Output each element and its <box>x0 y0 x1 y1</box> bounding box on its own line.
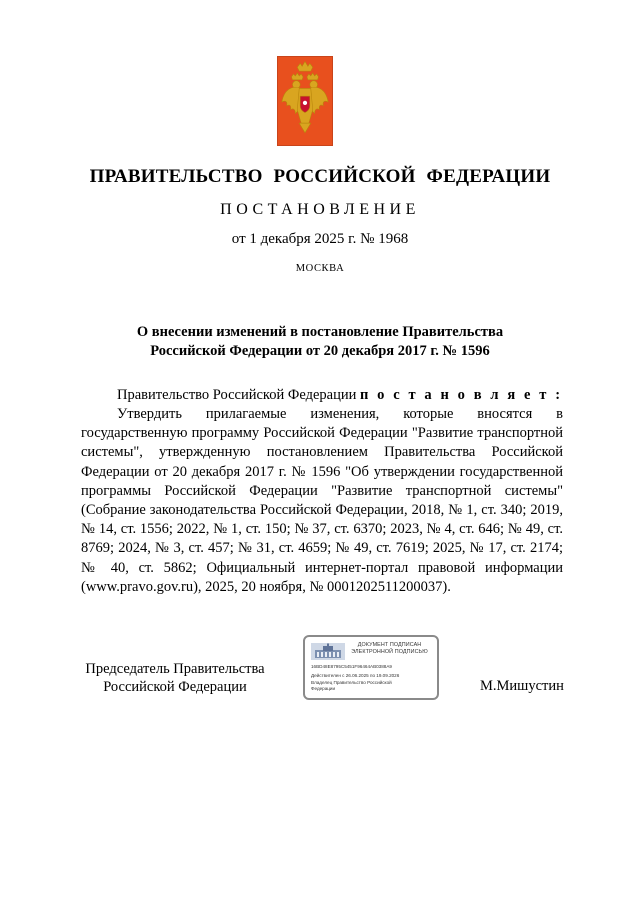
government-title: ПРАВИТЕЛЬСТВО РОССИЙСКОЙ ФЕДЕРАЦИИ <box>89 166 551 187</box>
stamp-certificate-serial: 16BD48E8795C5451F96464AB0388A9 <box>311 664 392 669</box>
document-type: ПОСТАНОВЛЕНИЕ <box>220 201 420 218</box>
stamp-validity: Действителен с 26.06.2025 по 19.09.2026 <box>311 673 400 678</box>
coat-of-arms-icon <box>277 56 333 146</box>
subject-line-2: Российской Федерации от 20 декабря 2017 г. № 1596 <box>150 343 490 359</box>
signer-name: М.Мишустин <box>480 678 564 694</box>
decree-date-number: от 1 декабря 2025 г. № 1968 <box>231 231 409 247</box>
intro-paragraph <box>117 386 563 405</box>
stamp-title <box>345 642 434 656</box>
signer-position-line-1: Председатель Правительства <box>85 661 265 677</box>
subject-line-1: О внесении изменений в постановление Правительства <box>136 324 504 340</box>
city: МОСКВА <box>295 263 345 274</box>
electronic-signature-stamp <box>303 635 439 700</box>
signer-position <box>80 660 270 696</box>
intro-resolves: п о с т а н о в л я е т : <box>359 387 563 403</box>
stamp-owner-line-1: Владелец Правительство Российской <box>311 680 392 685</box>
signer-position-line-2: Российской Федерации <box>103 679 247 695</box>
stamp-owner-line-2: Федерации <box>311 686 336 691</box>
stamp-title-line-2: ЭЛЕКТРОННОЙ ПОДПИСЬЮ <box>351 649 428 655</box>
body-paragraph: Утвердить прилагаемые изменения, которые вносятся в государственную программу Российской Федерации "Развитие транспортной системы", утвержденную постановлением Правительства Российской Федерации от 20 декабря 2017 г. № 1596 "Об утверждении государственной программы Российской Федерации "Развитие транспортной системы" (Собрание законодательства Российской Федерации, 2018, № 1, ст. 340; 2019, № 14, ст. 1556; 2022, № 1, ст. 150; № 37, ст. 6370; 2023, № 4, ст. 646; № 49, ст. 8769; 2024, № 3, ст. 457; № 31, ст. 4659; № 49, ст. 7619; 2025, № 17, ст. 2174; № 40, ст. 5862; Официальный интернет-портал правовой информации (www.pravo.gov.ru), 2025, 20 ноября, № 0001202511200037). <box>81 406 563 595</box>
decree-subject <box>90 323 550 361</box>
intro-prefix: Правительство Российской Федерации <box>117 387 357 403</box>
stamp-title-line-1: ДОКУМЕНТ ПОДПИСАН <box>357 642 422 648</box>
government-building-icon <box>311 643 345 660</box>
